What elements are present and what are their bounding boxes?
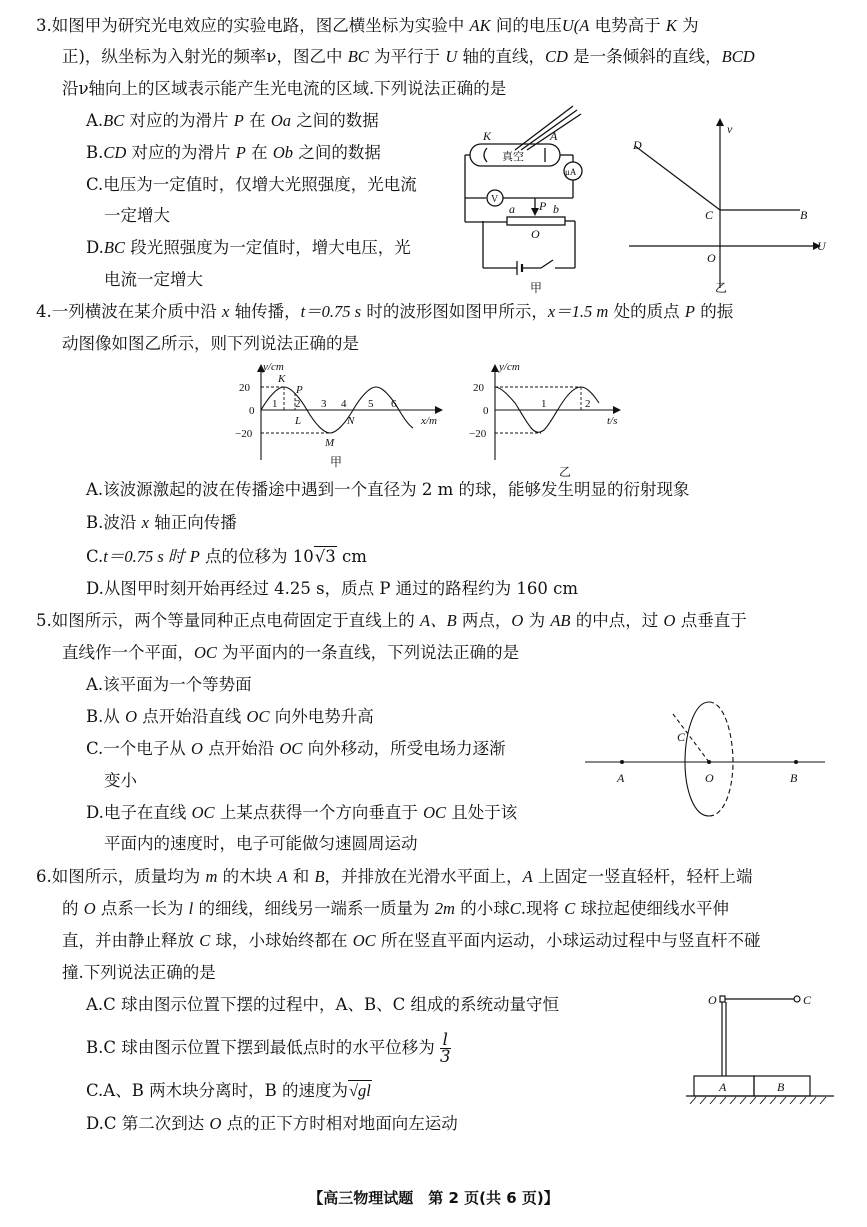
q4-fig-yi-xlabel: t/s — [607, 415, 618, 427]
q5-stem-line2: 直线作一个平面，OC 为平面内的一条直线，下列说法正确的是 — [62, 643, 520, 662]
q4-fig-jia-K: K — [278, 373, 286, 385]
q4-fig-jia-tick: 6 — [391, 398, 397, 410]
q6-option-d: D.C 第二次到达 O 点的正下方时相对地面向左运动 — [86, 1114, 458, 1133]
q3-option-c: C.电压为一定值时，仅增大光照强度，光电流 — [86, 175, 417, 194]
q4-fig-jia-tick: 3 — [321, 398, 327, 410]
q6-blocks-figure — [686, 990, 836, 1112]
q3-graph-C: C — [705, 208, 714, 222]
q5-option-b: B.从 O 点开始沿直线 OC 向外电势升高 — [86, 707, 374, 726]
q3-option-b: B.CD 对应的为滑片 P 在 Ob 之间的数据 — [86, 143, 381, 162]
q4-fig-yi-tick: 2 — [585, 398, 591, 410]
q3-label-b: b — [553, 202, 559, 216]
q4-fig-yi-yneg: −20 — [469, 428, 487, 440]
q3-stem-line3: 沿ν轴向上的区域表示能产生光电流的区域.下列说法正确的是 — [62, 79, 507, 98]
q3-option-d-cont: 电流一定增大 — [104, 270, 203, 289]
q3-option-a: A.BC 对应的为滑片 P 在 Oa 之间的数据 — [86, 111, 379, 130]
q4-stem-line2: 动图像如图乙所示，则下列说法正确的是 — [62, 334, 359, 353]
q6-option-b: B.C 球由图示位置下摆到最低点时的水平位移为 $\frac{l}{3}$ — [86, 1030, 451, 1066]
q5-plane-figure — [585, 696, 830, 822]
q3-label-ammeter: μA — [565, 167, 577, 177]
q4-fig-yi-yzero: 0 — [483, 405, 489, 417]
q4-fig-yi-ylabel: y/cm — [499, 361, 520, 373]
q6-stem-line2: 的 O 点系一长为 l 的细线，细线另一端系一质量为 2m 的小球C.现将 C 球拉起使细线水平伸 — [62, 899, 729, 918]
q3-option-d: D.BC 段光照强度为一定值时，增大电压，光 — [86, 238, 411, 257]
q4-option-b: B.波沿 x 轴正向传播 — [86, 513, 237, 532]
q3-stem-line1: 3.如图甲为研究光电效应的实验电路，图乙横坐标为实验中 AK 间的电压U(A 电势高于 K 为 — [36, 16, 699, 35]
q3-graph-B: B — [800, 208, 808, 222]
q6-stem-line1: 6.如图所示，质量均为 m 的木块 A 和 B，并排放在光滑水平面上，A 上固定一竖直轻杆，轻杆上端 — [36, 867, 753, 886]
q6-fig-B: B — [777, 1080, 785, 1094]
q4-fig-yi-tick: 1 — [541, 398, 547, 410]
q4-fig-jia-ypos: 20 — [239, 382, 250, 394]
q3-stem-line2: 正)，纵坐标为入射光的频率ν，图乙中 BC 为平行于 U 轴的直线，CD 是一条倾斜的直线，BCD — [62, 47, 755, 66]
q3-caption-jia: 甲 — [530, 281, 543, 295]
q6-fig-C: C — [803, 993, 812, 1007]
q6-option-c: C.A、B 两木块分离时，B 的速度为√gl — [86, 1081, 371, 1100]
q3-graph-nu: ν — [727, 122, 733, 136]
q5-option-c: C.一个电子从 O 点开始沿 OC 向外移动，所受电场力逐渐 — [86, 739, 506, 758]
q4-fig-jia-N: N — [347, 415, 355, 427]
q5-option-c-cont: 变小 — [104, 771, 137, 790]
q3-label-K: K — [483, 129, 492, 143]
q4-option-d: D.从图甲时刻开始再经过 4.25 s，质点 P 通过的路程约为 160 cm — [86, 579, 579, 598]
q5-fig-B: B — [790, 771, 798, 785]
q4-vibration-figure — [465, 360, 635, 480]
q3-label-vacuum: 真空 — [502, 151, 524, 163]
q6-option-c-radical: √gl — [348, 1081, 371, 1100]
q4-fig-jia-P: P — [296, 384, 303, 396]
q6-option-b-fraction: $\frac{l}{3}$ — [440, 1030, 451, 1066]
q4-fig-jia-tick: 1 — [272, 398, 278, 410]
q5-stem-line1: 5.如图所示，两个等量同种正点电荷固定于直线上的 A、B 两点，O 为 AB 的中点，过 O 点垂直于 — [36, 611, 747, 630]
q5-fig-C: C — [677, 730, 686, 744]
q5-fig-O: O — [705, 771, 714, 785]
q3-graph-O: O — [707, 251, 716, 265]
q4-fig-jia-yneg: −20 — [235, 428, 253, 440]
q6-option-a: A.C 球由图示位置下摆的过程中，A、B、C 组成的系统动量守恒 — [86, 995, 559, 1014]
q3-label-P: P — [539, 199, 547, 213]
q5-option-d-cont: 平面内的速度时，电子可能做匀速圆周运动 — [104, 834, 418, 853]
q4-fig-jia-tick: 4 — [341, 398, 347, 410]
q6-fig-A: A — [719, 1080, 727, 1094]
q4-fig-jia-tick: 2 — [295, 398, 301, 410]
q6-fig-O: O — [708, 993, 717, 1007]
q4-fig-yi-ypos: 20 — [473, 382, 484, 394]
q4-fig-jia-M: M — [325, 437, 335, 449]
q3-graph-D: D — [633, 138, 642, 152]
q3-circuit-figure — [455, 100, 605, 295]
q4-fig-jia-ylabel: y/cm — [263, 361, 284, 373]
q5-option-a: A.该平面为一个等势面 — [86, 675, 252, 694]
q3-caption-yi: 乙 — [715, 281, 728, 295]
q3-option-c-cont: 一定增大 — [104, 206, 170, 225]
page-footer: 【高三物理试题 第 2 页(共 6 页)】 — [308, 1189, 559, 1207]
q6-stem-line4: 撞.下列说法正确的是 — [62, 963, 216, 982]
q4-fig-jia-tick: 5 — [368, 398, 374, 410]
q5-fig-A: A — [617, 771, 625, 785]
q4-option-c: C.t＝0.75 s 时 P 点的位移为 10√3 cm — [86, 547, 367, 566]
q3-label-A: A — [550, 129, 558, 143]
q4-caption-jia: 甲 — [330, 455, 343, 469]
q3-label-a: a — [509, 202, 515, 216]
q3-graph-figure — [625, 118, 835, 296]
q4-fig-jia-xlabel: x/m — [421, 415, 437, 427]
q4-stem-line1: 4.一列横波在某介质中沿 x 轴传播，t＝0.75 s 时的波形图如图甲所示，x＝1.5 m 处的质点 P 的振 — [36, 302, 734, 321]
q3-label-voltmeter: V — [491, 194, 499, 205]
q4-wave-figure — [235, 360, 450, 470]
q3-graph-U: U — [817, 239, 826, 253]
q3-label-O: O — [531, 227, 540, 241]
q4-fig-jia-L: L — [295, 415, 302, 427]
q5-option-d: D.电子在直线 OC 上某点获得一个方向垂直于 OC 且处于该 — [86, 803, 518, 822]
q6-stem-line3: 直，并由静止释放 C 球，小球始终都在 OC 所在竖直平面内运动，小球运动过程中与竖直杆不碰 — [62, 931, 761, 950]
q4-caption-yi: 乙 — [559, 465, 572, 479]
q4-option-a: A.该波源激起的波在传播途中遇到一个直径为 2 m 的球，能够发生明显的衍射现象 — [86, 480, 690, 499]
q4-fig-jia-yzero: 0 — [249, 405, 255, 417]
